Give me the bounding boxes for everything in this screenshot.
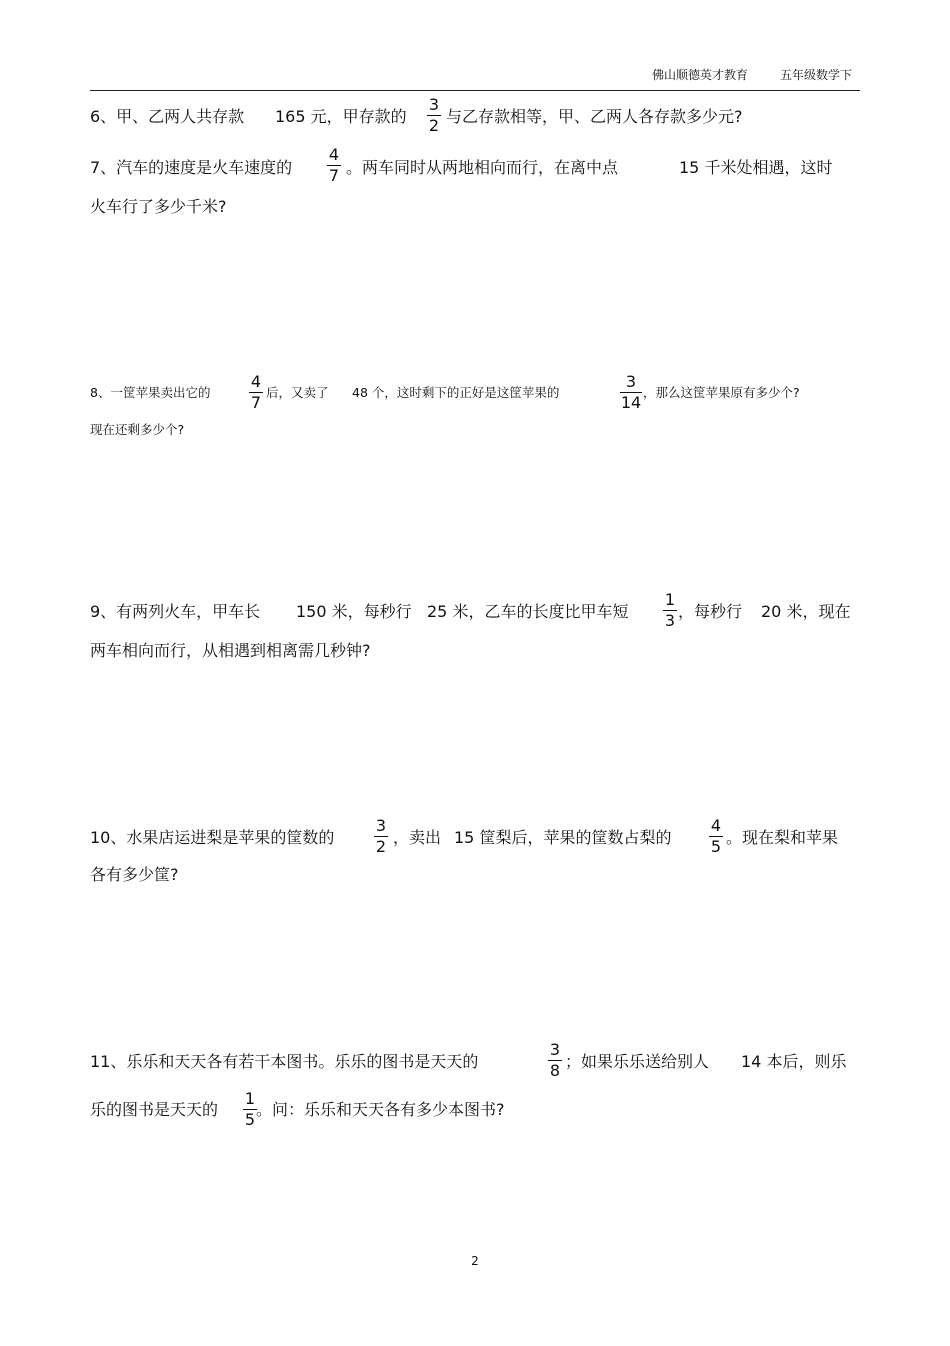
- fraction-denominator: 3: [664, 611, 676, 630]
- q10-text-b: ，卖出: [393, 828, 442, 847]
- q10-line2: 各有多少筐?: [90, 865, 179, 884]
- q7-fraction: [324, 146, 344, 185]
- header-school: 佛山顺德英才教育: [651, 68, 748, 82]
- fraction-numerator: 1: [664, 590, 676, 609]
- q8-text-a: 8、一筐苹果卖出它的: [90, 385, 211, 400]
- fraction-numerator: 1: [244, 1089, 256, 1108]
- q6-text-c: 与乙存款相等，甲、乙两人各存款多少元?: [446, 107, 743, 126]
- q9-line2: 两车相向而行，从相遇到相离需几秒钟?: [90, 641, 371, 660]
- q11-fraction-2: [240, 1090, 260, 1129]
- fraction-numerator: 4: [710, 816, 722, 835]
- page-header: [90, 66, 860, 91]
- q10-text-a: 10、水果店运进梨是苹果的筐数的: [90, 828, 335, 847]
- q8-fraction-1: [246, 373, 266, 412]
- fraction-numerator: 3: [428, 95, 440, 114]
- q10-fraction-1: [371, 817, 391, 856]
- q11-text-c: 14 本后，则乐: [741, 1052, 847, 1071]
- q9-text-b: 150 米，每秒行: [296, 602, 412, 621]
- fraction-denominator: 5: [244, 1110, 256, 1129]
- q10-text-d: 。现在梨和苹果: [726, 828, 839, 847]
- q8-text-b: 后，又卖了: [266, 385, 329, 400]
- fraction-denominator: 8: [549, 1061, 561, 1080]
- q11-text-b: ；如果乐乐送给别人: [565, 1052, 710, 1071]
- page-number: 2: [471, 1254, 479, 1268]
- fraction-numerator: 3: [375, 816, 387, 835]
- q6-fraction: [424, 96, 444, 135]
- q8-text-c: 48 个，这时剩下的正好是这筐苹果的: [352, 385, 560, 400]
- fraction-numerator: 3: [549, 1040, 561, 1059]
- fraction-denominator: 14: [620, 393, 642, 412]
- fraction-denominator: 2: [428, 116, 440, 135]
- q10-text-c: 15 筐梨后，苹果的筐数占梨的: [454, 828, 672, 847]
- q8-line2: 现在还剩多少个?: [90, 422, 185, 437]
- q11-line2b: 。问：乐乐和天天各有多少本图书?: [256, 1100, 505, 1119]
- q11-fraction-1: [545, 1041, 565, 1080]
- q7-text-a: 7、汽车的速度是火车速度的: [90, 158, 293, 177]
- q6-text-b: 165 元，甲存款的: [275, 107, 407, 126]
- fraction-denominator: 7: [250, 393, 262, 412]
- q9-text-c: 25 米，乙车的长度比甲车短: [427, 602, 629, 621]
- q6-text-a: 6、甲、乙两人共存款: [90, 107, 245, 126]
- fraction-numerator: 3: [625, 372, 637, 391]
- q9-fraction: [660, 591, 680, 630]
- q7-line2: 火车行了多少千米?: [90, 197, 227, 216]
- q10-fraction-2: [706, 817, 726, 856]
- fraction-denominator: 5: [710, 837, 722, 856]
- header-grade: 五年级数学下: [779, 68, 852, 82]
- q7-text-c: 15 千米处相遇，这时: [679, 158, 833, 177]
- fraction-denominator: 2: [375, 837, 387, 856]
- q9-text-d: ，每秒行: [678, 602, 743, 621]
- q9-text-e: 20 米，现在: [761, 602, 851, 621]
- fraction-numerator: 4: [328, 145, 340, 164]
- q8-text-d: ，那么这筐苹果原有多少个?: [643, 385, 800, 400]
- q9-text-a: 9、有两列火车，甲车长: [90, 602, 261, 621]
- q8-fraction-2: [617, 373, 645, 412]
- q11-line2a: 乐的图书是天天的: [90, 1100, 219, 1119]
- q11-text-a: 11、乐乐和天天各有若干本图书。乐乐的图书是天天的: [90, 1052, 479, 1071]
- q7-text-b: 。两车同时从两地相向而行，在离中点: [346, 158, 619, 177]
- fraction-numerator: 4: [250, 372, 262, 391]
- fraction-denominator: 7: [328, 166, 340, 185]
